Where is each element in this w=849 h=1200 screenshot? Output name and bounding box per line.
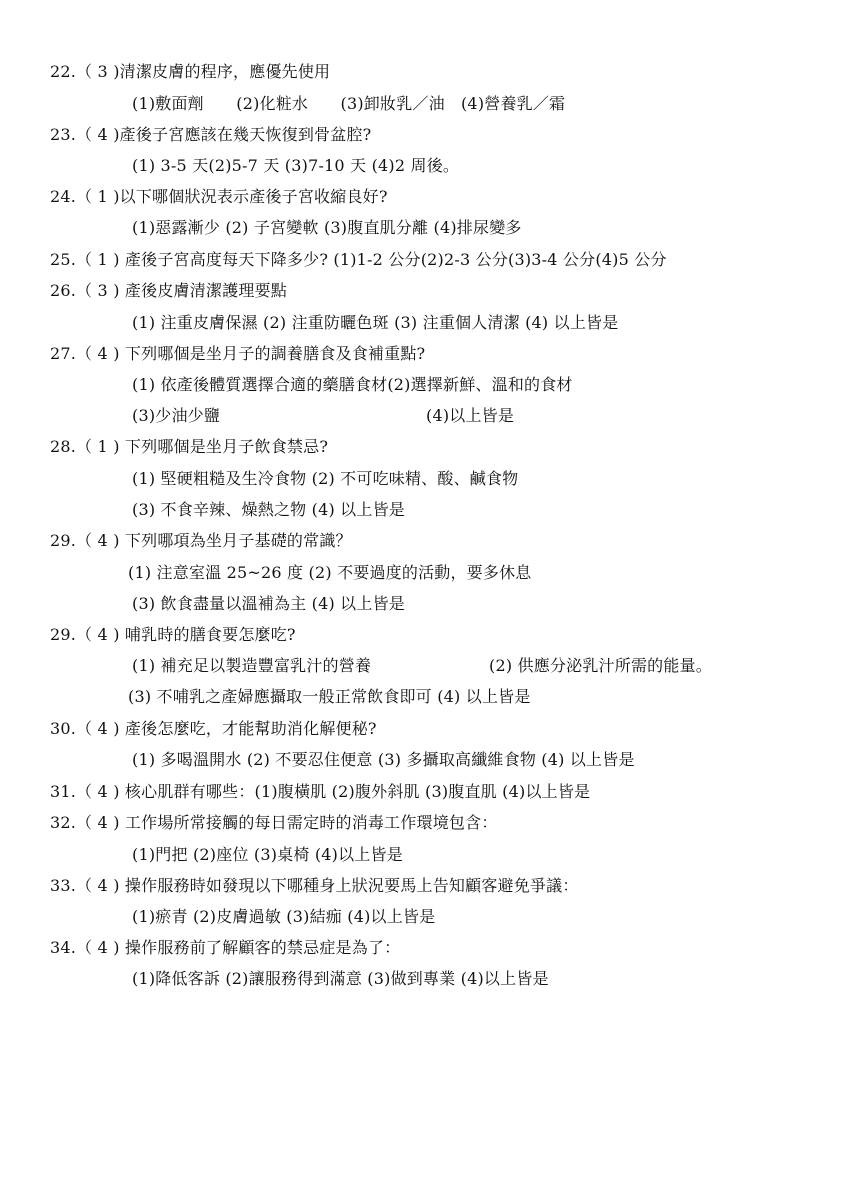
- question-header: 33.（ 4 ) 操作服務時如發現以下哪種身上狀況要馬上告知顧客避免爭議：: [50, 876, 579, 895]
- question-header: 31.（ 4 ) 核心肌群有哪些：(1)腹橫肌 (2)腹外斜肌 (3)腹直肌 (4)以上皆是: [50, 782, 591, 801]
- question-header: 28.（ 1 ) 下列哪個是坐月子飲食禁忌?: [50, 437, 329, 456]
- question-header: 22.（ 3 )清潔皮膚的程序，應優先使用: [50, 62, 331, 81]
- question-options: (1) 堅硬粗糙及生冷食物 (2) 不可吃味精、酸、鹹食物: [132, 469, 519, 488]
- question-options: (3)少油少鹽: [132, 406, 221, 425]
- question-options: (1) 注意室溫 25~26 度 (2) 不要過度的活動，要多休息: [128, 563, 532, 582]
- question-header: 26.（ 3 ) 產後皮膚清潔護理要點: [50, 281, 287, 300]
- question-header: 29.（ 4 ) 下列哪項為坐月子基礎的常識？: [50, 531, 352, 550]
- question-options: (1)門把 (2)座位 (3)桌椅 (4)以上皆是: [132, 845, 403, 864]
- question-header: 27.（ 4 ) 下列哪個是坐月子的調養膳食及食補重點?: [50, 344, 426, 363]
- question-options: (1) 依產後體質選擇合適的藥膳食材(2)選擇新鮮、溫和的食材: [132, 375, 573, 394]
- question-options: (3) 不哺乳之產婦應攝取一般正常飲食即可 (4) 以上皆是: [128, 687, 531, 706]
- question-header: 34.（ 4 ) 操作服務前了解顧客的禁忌症是為了：: [50, 938, 401, 957]
- question-options: (1)惡露漸少 (2) 子宮變軟 (3)腹直肌分離 (4)排尿變多: [132, 218, 522, 237]
- question-option-side: (4)以上皆是: [426, 406, 515, 425]
- question-header: 29.（ 4 ) 哺乳時的膳食要怎麼吃?: [50, 625, 296, 644]
- question-options: (1) 3-5 天(2)5-7 天 (3)7-10 天 (4)2 周後。: [132, 156, 460, 175]
- question-options: (1)敷面劑 (2)化粧水 (3)卸妝乳／油 (4)營養乳／霜: [132, 94, 566, 113]
- question-options: (1) 注重皮膚保濕 (2) 注重防曬色斑 (3) 注重個人清潔 (4) 以上皆是: [132, 313, 619, 332]
- question-options: (3) 飲食盡量以溫補為主 (4) 以上皆是: [132, 594, 405, 613]
- question-options: (1)降低客訴 (2)讓服務得到滿意 (3)做到專業 (4)以上皆是: [132, 969, 549, 988]
- question-header: 32.（ 4 ) 工作場所常接觸的每日需定時的消毒工作環境包含：: [50, 813, 498, 832]
- question-options: (1) 補充足以製造豐富乳汁的營養: [132, 656, 372, 675]
- question-option-side: (2) 供應分泌乳汁所需的能量。: [489, 656, 712, 675]
- question-options: (1) 多喝溫開水 (2) 不要忍住便意 (3) 多攝取高纖維食物 (4) 以上皆是: [132, 750, 635, 769]
- question-header: 30.（ 4 ) 產後怎麼吃，才能幫助消化解便秘?: [50, 719, 377, 738]
- question-header: 24.（ 1 )以下哪個狀況表示產後子宮收縮良好?: [50, 187, 388, 206]
- question-header: 25.（ 1 ) 產後子宮高度每天下降多少? (1)1-2 公分(2)2-3 公分(3)3-4 公分(4)5 公分: [50, 250, 667, 269]
- question-options: (3) 不食辛辣、燥熱之物 (4) 以上皆是: [132, 500, 405, 519]
- question-options: (1)瘀青 (2)皮膚過敏 (3)結痂 (4)以上皆是: [132, 907, 436, 926]
- question-header: 23.（ 4 )產後子宮應該在幾天恢復到骨盆腔?: [50, 125, 372, 144]
